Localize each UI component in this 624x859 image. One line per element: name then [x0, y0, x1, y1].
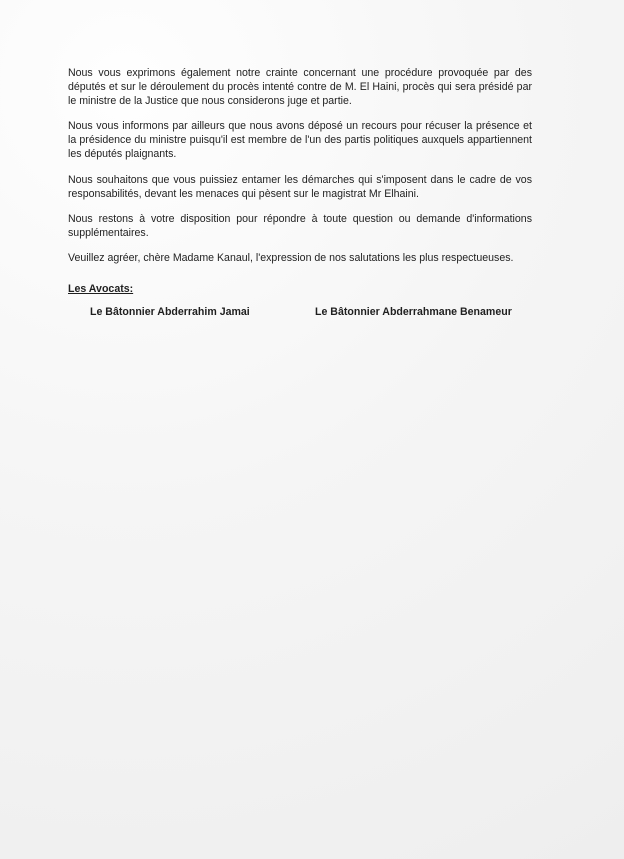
signatories-heading: Les Avocats: [68, 283, 134, 296]
signature-block [68, 305, 532, 325]
paragraph-availability: Nous restons à votre disposition pour répondre à toute question ou demande d'informations supplémentaires. [68, 212, 532, 239]
letter-body [68, 66, 532, 325]
signature-right: Le Bâtonnier Abderrahmane Benameur [315, 306, 512, 319]
signature-left: Le Bâtonnier Abderrahim Jamai [90, 306, 250, 319]
paragraph-concern: Nous vous exprimons également notre crainte concernant une procédure provoquée par des députés et sur le déroulement du procès intenté contre de M. El Haini, procès qui sera présidé par le ministre de la Justice que nous considerons juge et partie. [68, 67, 532, 108]
paragraph-request: Nous souhaitons que vous puissiez entamer les démarches qui s'imposent dans le cadre de vos responsabilités, devant les menaces qui pèsent sur le magistrat Mr Elhaini. [68, 173, 532, 200]
paragraph-recourse: Nous vous informons par ailleurs que nous avons déposé un recours pour récuser la présence et la présidence du ministre puisqu'il est membre de l'un des partis politiques auxquels appartiennent les députés plaignants. [68, 120, 532, 161]
paragraph-closing: Veuillez agréer, chère Madame Kanaul, l'expression de nos salutations les plus respectueuses. [68, 251, 514, 264]
